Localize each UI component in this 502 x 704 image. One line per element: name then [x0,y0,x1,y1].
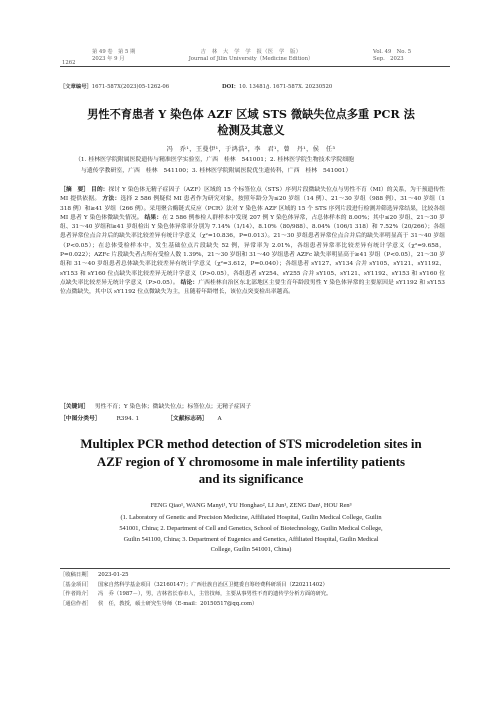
methods-text: 选择 2 586 例疑似 MI 患者作为研究对象，按照年龄分为≤20 岁组（14 例）、21～30 岁组（988 例）、31～40 岁组（1 318 例）和≥41 岁组（266 例）。采用聚合酶链式反应（PCR）法对 Y 染色体 AZF 区域的 15 个 STS 序列片段进行检测并筛选异常结果，比较各组 MI 患者 Y 染色体微缺失情况。 [60,196,445,221]
author-label: ［作者简介］ [60,591,92,598]
journal-name-en: Journal of Jilin University（Medicine Edition） [188,56,314,63]
results-text: 在 2 586 例参检人群样本中发现 207 例 Y 染色体异常，占总体样本的 8.00%；其中≤20 岁组、21～30 岁组、31～40 岁组和≥41 岁组检出 Y 染色体异常率分别为 7.14%（1/14）、8.10%（80/988）、8.04%（106/1 318）和 7.52%（20/266）；各组患者异常位点合并后的缺失率比较差异有统计学意义（χ²=10.836，P=0.013）。21～30 岁组患者异常位点合并后的缺失率明显高于 31～40 岁组（P<0.05）；在总体受检样本中，发生基础位点片段缺失 52 例，异常率为 2.01%，各组患者异常率比较差异有统计学意义（χ²=9.658，P=0.022）；AZFc 片段缺失者占所有受检人数 1.39%，21～30 岁组和 31～40 岁组患者 AZFc 缺失率明显高于≥41 岁组（P<0.05），21～30 岁组和 31～40 岁组患者总体缺失率比较差异有统计学意义（χ²=3.612，P=0.040）；各组患者 sY127、sY134 合并 sY105、sY121、sY1192、sY153 和 sY160 位点缺失率比较差异无统计学意义（P>0.05），各组患者 sY254、sY255 合并 sY105、sY121、sY1192、sY153 和 sY160 位点缺失率比较差异无统计学意义（P>0.05）。 [60,214,445,286]
results-label: 结果： [144,214,163,221]
cn-title-line1: 男性不育患者 Y 染色体 AZF 区域 STS 微缺失位点多重 PCR 法 [87,107,415,121]
clc-value: R394. 1 [116,416,140,422]
clc-label: ［中图分类号］ [60,416,101,422]
volume-en: Vol. 49 No. 5 [373,49,412,55]
journal-name [140,49,362,63]
keywords-value: 男性不育；Y 染色体；微缺失位点；标签位点；无精子症因子 [94,404,252,410]
keywords-label: ［关键词］ [60,404,89,410]
journal-name-cn: 吉 林 大 学 学 报（医 学 版） [200,49,302,55]
journal-volume-en [373,49,411,63]
cn-title [40,106,462,138]
abstract [60,186,445,298]
objective-text: 探讨 Y 染色体无精子症因子（AZF）区域的 15 个标签位点（STS）序列片段微缺失位点与男性不育（MI）的关系，为干预遗传性 MI 提供依据。 [60,187,445,203]
corresponding-label: ［通信作者］ [60,600,92,607]
header-rule [60,66,450,67]
cn-title-line2: 检测及其意义 [217,123,285,137]
journal-volume-cn [92,49,135,63]
date-cn: 2023 年 9 月 [92,56,125,63]
page-number: 1262 [62,60,76,66]
conclusion-text: 广西桂林自治区东北部地区主要生育年龄段男性 Y 染色体异常的主要原因是 sY1192 和 sY153 位点微缺失，其中以 sY1192 位点微缺失为主，且随着年龄增长，该位点突变检出率越高。 [60,279,445,296]
en-authors: FENG Qiao¹, WANG Manyi¹, YU Honghao², LI Jun¹, ZENG Dan¹, HOU Ren³ [150,502,352,509]
date-en: Sep. 2023 [373,56,404,63]
doc-code-label: ［文献标志码］ [167,416,208,422]
methods-label: 方法： [102,196,121,203]
en-affiliation-line2: 541001, China; 2. Department of Cell and Genetics, School of Biotechnology, Guilin Medical College, [119,524,383,532]
en-affiliation [82,513,420,556]
doi-label: DOI： [222,84,239,90]
en-title [40,436,462,489]
fund-value: 国家自然科学基金项目（32160147）；广西壮族自治区卫健委自筹经费科研项目（Z20211402） [98,581,328,588]
en-title-line3: and its significance [198,472,304,486]
doi-value: 10. 13481/j. 1671-587X. 20230520 [238,84,333,90]
fund-row [60,581,450,591]
en-title-line1: Multiplex PCR method detection of STS microdeletion sites in [80,437,422,451]
corresponding-value: 侯 任，教授，硕士研究生导师（E-mail：20150517@qq.com） [98,600,258,607]
article-number-label: ［文章编号］ [60,84,92,90]
author-value: 冯 乔（1987－），男，吉林省长春市人，主管技师，主要从事男性不育的遗传学分析方面的研究。 [98,591,332,598]
en-affiliation-line1: (1. Laboratory of Genetic and Precision Medicine, Affiliated Hospital, Guilin Medical College, Guilin [120,514,382,521]
abstract-label: ［摘 要］ [60,187,90,193]
volume-cn: 第 49 卷 第 5 期 [92,49,136,55]
doi [222,82,332,90]
cn-authors: 冯 乔¹，王曼伊¹，于鸿浩²，李 君¹，曾 丹¹，侯 任³ [166,146,336,153]
keywords [60,401,251,410]
footnote-rule [60,568,450,569]
article-number-value: 1671-587X(2023)05-1262-06 [91,84,170,90]
objective-label: 目的： [91,187,109,193]
received-row [60,571,450,581]
cn-affiliation-line2: 与遗传学教研室，广西 桂林 541100；3. 桂林医学院附属医院优生遗传科，广西 桂林 541001） [81,167,352,174]
en-affiliation-line4: College, Guilin 541001, China) [210,546,292,554]
author-row [60,590,450,600]
cn-affiliation-line1: （1. 桂林医学院附属医院遗传与精准医学实验室，广西 桂林 541001；2. 桂林医学院生物技术学院细胞 [75,157,354,163]
received-label: ［收稿日期］ [60,572,92,578]
article-number [60,82,169,90]
footnotes [60,571,450,609]
corresponding-row [60,600,450,610]
conclusion-label: 结论： [180,279,199,286]
en-title-line2: AZF region of Y chromosome in male infertility patients [96,454,406,469]
fund-label: ［基金项目］ [60,581,92,588]
cn-affiliation [75,155,427,176]
doc-code-value: A [217,416,222,422]
classification [60,413,222,422]
received-value: 2023-01-25 [98,572,129,578]
en-affiliation-line3: Guilin 541100, China; 3. Department of Eugenics and Genetics, Affiliated Hospital, Guilin Medical [123,535,379,543]
